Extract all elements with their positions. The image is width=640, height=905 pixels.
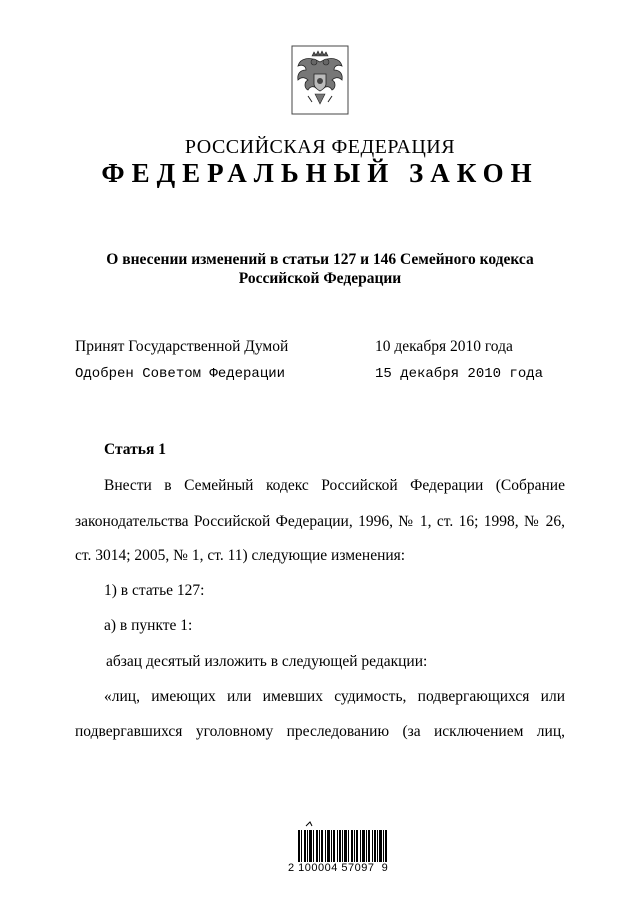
law-subject-line2: Российской Федерации <box>238 270 402 287</box>
coat-of-arms-icon <box>288 44 352 116</box>
quote-line: «лиц, имеющих или имевших судимость, подвергающихся или <box>104 688 565 705</box>
quote-line: подвергавшихся уголовному преследованию (за исключением лиц, <box>75 723 565 740</box>
law-subject <box>90 250 550 288</box>
paragraph-line: законодательства Российской Федерации, 1996, № 1, ст. 16; 1998, № 26, <box>75 513 565 530</box>
council-approved-label: Одобрен Советом Федерации <box>75 366 286 382</box>
law-subject-line1: О внесении изменений в статьи 127 и 146 Семейного кодекса <box>106 251 534 268</box>
barcode-icon <box>298 820 388 868</box>
paragraph-line: ст. 3014; 2005, № 1, ст. 11) следующие изменения: <box>75 547 406 564</box>
country-heading: РОССИЙСКАЯ ФЕДЕРАЦИЯ <box>184 136 456 158</box>
duma-adopted-date: 10 декабря 2010 года <box>375 338 513 355</box>
list-item: абзац десятый изложить в следующей редакции: <box>106 653 428 670</box>
list-item: 1) в статье 127: <box>104 582 205 599</box>
duma-adopted-label: Принят Государственной Думой <box>75 338 289 355</box>
council-approved-date: 15 декабря 2010 года <box>375 366 544 382</box>
list-item: а) в пункте 1: <box>104 617 193 634</box>
law-type-heading: ФЕДЕРАЛЬНЫЙ ЗАКОН <box>101 158 539 188</box>
paragraph-line: Внести в Семейный кодекс Российской Федерации (Собрание <box>104 477 565 494</box>
article-heading: Статья 1 <box>104 441 166 458</box>
barcode-number: 2 100004 57097 9 <box>288 862 389 874</box>
